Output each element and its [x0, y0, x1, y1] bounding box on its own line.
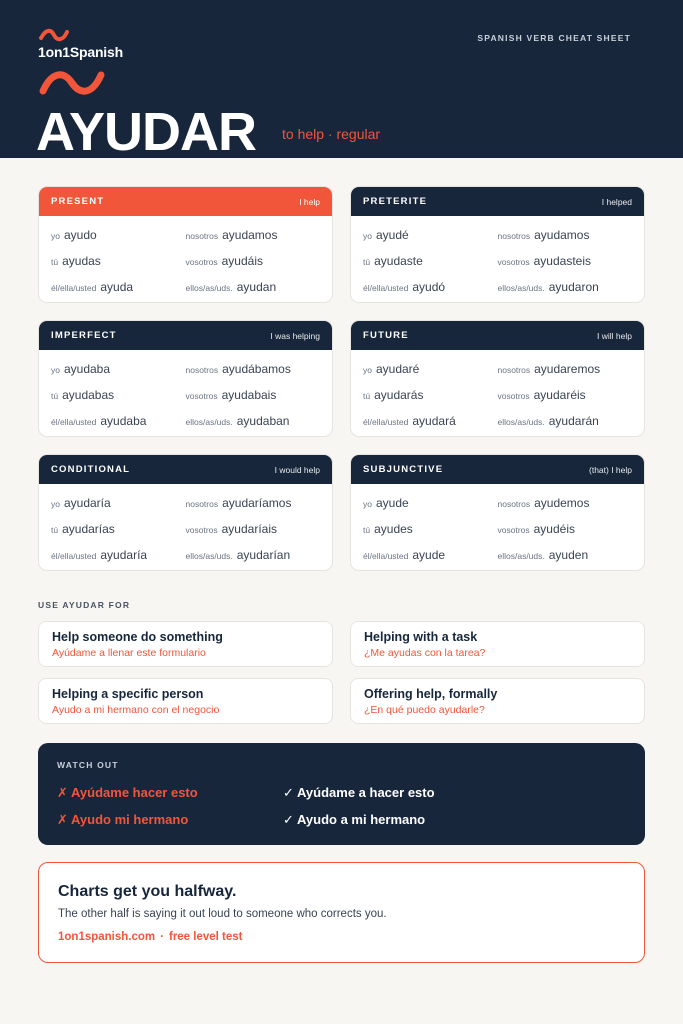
- conjugation-row: [39, 408, 332, 434]
- conjugation-row: [351, 408, 644, 434]
- use-title: Helping with a task: [364, 630, 478, 644]
- pronoun: vosotros: [185, 391, 218, 401]
- verb-form: ayudábamos: [222, 362, 291, 376]
- verb-title: AYUDAR: [36, 102, 257, 162]
- pronoun: ellos/as/uds.: [497, 283, 545, 293]
- tense-card-present: [38, 186, 333, 303]
- cta-level-test-link[interactable]: free level test: [168, 931, 243, 943]
- cta-title: Charts get you halfway.: [58, 883, 237, 900]
- conjugation-row: [351, 542, 644, 568]
- conjugation-cell: [363, 548, 498, 562]
- conjugation-cell: [363, 362, 498, 376]
- verb-form: ayudan: [236, 280, 277, 294]
- use-card: [350, 621, 645, 667]
- conjugation-cell: [363, 388, 498, 402]
- conjugation-cell: [498, 254, 633, 268]
- conjugation-cell: [51, 548, 186, 562]
- conjugation-cell: [186, 254, 321, 268]
- pronoun: vosotros: [185, 525, 218, 535]
- pronoun: nosotros: [497, 365, 531, 375]
- conjugation-row: [351, 516, 644, 542]
- pronoun: tú: [363, 525, 371, 535]
- use-card: [38, 678, 333, 724]
- pronoun: ellos/as/uds.: [185, 417, 233, 427]
- conjugation-cell: [51, 496, 186, 510]
- tense-card-header: [351, 455, 644, 484]
- title-wave-icon: [38, 68, 106, 98]
- conjugation-cell: [186, 414, 321, 428]
- verb-form: ayudéis: [533, 522, 575, 536]
- correct-example: ✓ Ayudo a mi hermano: [283, 812, 426, 827]
- pronoun: vosotros: [497, 391, 530, 401]
- pronoun: nosotros: [185, 365, 219, 375]
- verb-form: ayudará: [412, 414, 456, 428]
- pronoun: vosotros: [497, 525, 530, 535]
- conjugation-cell: [498, 388, 633, 402]
- verb-form: ayudamos: [534, 228, 590, 242]
- pronoun: ellos/as/uds.: [497, 551, 545, 561]
- tense-card-future: [350, 320, 645, 437]
- verb-form: ayuda: [100, 280, 134, 294]
- verb-form: ayudaban: [236, 414, 290, 428]
- conjugation-cell: [51, 228, 186, 242]
- conjugation-row: [39, 542, 332, 568]
- verb-form: ayudarían: [236, 548, 291, 562]
- cta-separator: ·: [160, 931, 164, 943]
- verb-form: ayudaba: [100, 414, 147, 428]
- watch-out-label: WATCH OUT: [57, 760, 119, 770]
- conjugation-cell: [51, 522, 186, 536]
- verb-form: ayudes: [374, 522, 413, 536]
- conjugation-cell: [51, 362, 186, 376]
- pronoun: él/ella/usted: [363, 417, 409, 427]
- pronoun: yo: [363, 365, 372, 375]
- verb-form: ayudasteis: [533, 254, 591, 268]
- conjugation-cell: [363, 280, 498, 294]
- pronoun: tú: [51, 391, 59, 401]
- pronoun: yo: [51, 231, 60, 241]
- verb-form: ayudaríais: [221, 522, 277, 536]
- conjugation-row: [351, 222, 644, 248]
- tense-name: SUBJUNCTIVE: [363, 464, 444, 475]
- verb-form: ayudemos: [534, 496, 590, 510]
- conjugation-row: [351, 356, 644, 382]
- wrong-example: ✗ Ayúdame hacer esto: [57, 785, 198, 800]
- pronoun: él/ella/usted: [51, 417, 97, 427]
- conjugation-cell: [186, 388, 321, 402]
- conjugation-row: [39, 274, 332, 300]
- use-title: Offering help, formally: [364, 687, 498, 701]
- verb-form: ayudaríamos: [222, 496, 292, 510]
- tense-card-header: [351, 187, 644, 216]
- verb-form: ayudé: [375, 228, 409, 242]
- conjugation-cell: [363, 228, 498, 242]
- tense-name: FUTURE: [363, 330, 409, 341]
- pronoun: yo: [363, 231, 372, 241]
- use-example: Ayúdame a llenar este formulario: [52, 647, 206, 659]
- conjugation-cell: [51, 388, 186, 402]
- verb-form: ayudaba: [63, 362, 111, 376]
- cta-body: The other half is saying it out loud to someone who corrects you.: [58, 908, 387, 920]
- conjugation-cell: [363, 254, 498, 268]
- pronoun: él/ella/usted: [363, 283, 409, 293]
- pronoun: nosotros: [185, 499, 219, 509]
- conjugation-row: [351, 248, 644, 274]
- conjugation-row: [351, 490, 644, 516]
- verb-form: ayudáis: [221, 254, 263, 268]
- pronoun: él/ella/usted: [51, 283, 97, 293]
- verb-form: ayudaréis: [533, 388, 586, 402]
- verb-form: ayuden: [548, 548, 589, 562]
- cta-link[interactable]: [58, 931, 243, 943]
- conjugation-cell: [498, 228, 633, 242]
- verb-form: ayudaré: [375, 362, 420, 376]
- tense-gloss: (that) I help: [589, 464, 632, 475]
- use-title: Helping a specific person: [52, 687, 204, 701]
- header: [0, 0, 683, 162]
- conjugation-cell: [498, 414, 633, 428]
- cta-site-link[interactable]: 1on1spanish.com: [58, 931, 156, 943]
- verb-form: ayudaremos: [534, 362, 601, 376]
- tense-card-preterite: [350, 186, 645, 303]
- tense-card-header: [39, 187, 332, 216]
- verb-form: ayudarán: [548, 414, 599, 428]
- pronoun: ellos/as/uds.: [185, 283, 233, 293]
- use-example: ¿En qué puedo ayudarle?: [364, 704, 485, 716]
- tense-gloss: I was helping: [270, 330, 320, 341]
- verb-form: ayudabas: [62, 388, 115, 402]
- correct-example: ✓ Ayúdame a hacer esto: [283, 785, 435, 800]
- pronoun: vosotros: [497, 257, 530, 267]
- conjugation-cell: [498, 496, 633, 510]
- pronoun: yo: [51, 365, 60, 375]
- pronoun: nosotros: [497, 499, 531, 509]
- pronoun: tú: [51, 257, 59, 267]
- verb-form: ayudarás: [374, 388, 424, 402]
- pronoun: él/ella/usted: [363, 551, 409, 561]
- tense-name: PRETERITE: [363, 196, 428, 207]
- wrong-example: ✗ Ayudo mi hermano: [57, 812, 189, 827]
- watch-out-panel: [38, 743, 645, 845]
- pronoun: tú: [363, 391, 371, 401]
- conjugation-row: [39, 516, 332, 542]
- verb-form: ayudarías: [62, 522, 115, 536]
- use-example: ¿Me ayudas con la tarea?: [364, 647, 486, 659]
- use-card: [38, 621, 333, 667]
- tense-card-header: [351, 321, 644, 350]
- conjugation-row: [351, 382, 644, 408]
- verb-form: ayudamos: [222, 228, 278, 242]
- use-card: [350, 678, 645, 724]
- cta-box: [38, 862, 645, 963]
- conjugation-cell: [51, 254, 186, 268]
- verb-form: ayudabais: [221, 388, 277, 402]
- conjugation-cell: [498, 522, 633, 536]
- conjugation-cell: [186, 228, 321, 242]
- tense-card-header: [39, 321, 332, 350]
- conjugation-cell: [186, 522, 321, 536]
- conjugation-row: [39, 382, 332, 408]
- conjugation-cell: [363, 496, 498, 510]
- pronoun: ellos/as/uds.: [185, 551, 233, 561]
- pronoun: vosotros: [185, 257, 218, 267]
- verb-form: ayudó: [412, 280, 446, 294]
- tense-gloss: I helped: [601, 196, 632, 207]
- conjugation-cell: [186, 496, 321, 510]
- verb-form: ayudaste: [374, 254, 423, 268]
- conjugation-cell: [498, 280, 633, 294]
- conjugation-cell: [186, 548, 321, 562]
- conjugation-cell: [186, 280, 321, 294]
- conjugation-cell: [51, 414, 186, 428]
- conjugation-row: [39, 356, 332, 382]
- brand-logo: 1on1Spanish: [38, 44, 123, 60]
- conjugation-cell: [363, 522, 498, 536]
- conjugation-cell: [186, 362, 321, 376]
- verb-subtitle: to help · regular: [282, 126, 381, 142]
- conjugation-cell: [498, 362, 633, 376]
- pronoun: ellos/as/uds.: [497, 417, 545, 427]
- conjugation-cell: [363, 414, 498, 428]
- tense-card-header: [39, 455, 332, 484]
- tense-gloss: I will help: [597, 330, 632, 341]
- conjugation-row: [39, 222, 332, 248]
- tense-name: CONDITIONAL: [51, 464, 131, 475]
- conjugation-row: [39, 248, 332, 274]
- pronoun: tú: [51, 525, 59, 535]
- tense-name: IMPERFECT: [51, 330, 117, 341]
- use-title: Help someone do something: [52, 630, 223, 644]
- pronoun: nosotros: [185, 231, 219, 241]
- conjugation-row: [351, 274, 644, 300]
- pronoun: él/ella/usted: [51, 551, 97, 561]
- conjugation-cell: [51, 280, 186, 294]
- use-example: Ayudo a mi hermano con el negocio: [52, 704, 220, 716]
- tense-card-subjunctive: [350, 454, 645, 571]
- pronoun: tú: [363, 257, 371, 267]
- uses-section-label: USE AYUDAR FOR: [38, 600, 131, 610]
- pronoun: nosotros: [497, 231, 531, 241]
- verb-form: ayudo: [63, 228, 97, 242]
- verb-form: ayude: [375, 496, 409, 510]
- sheet-label: SPANISH VERB CHEAT SHEET: [477, 33, 631, 43]
- conjugation-row: [39, 490, 332, 516]
- logo-wave-icon: [38, 28, 70, 42]
- tense-card-imperfect: [38, 320, 333, 437]
- verb-form: ayudaría: [100, 548, 148, 562]
- tense-card-conditional: [38, 454, 333, 571]
- tense-gloss: I would help: [274, 464, 320, 475]
- verb-form: ayudas: [62, 254, 101, 268]
- conjugation-cell: [498, 548, 633, 562]
- pronoun: yo: [363, 499, 372, 509]
- tense-gloss: I help: [299, 196, 320, 207]
- tense-name: PRESENT: [51, 196, 105, 207]
- verb-form: ayudaron: [548, 280, 599, 294]
- verb-form: ayudaría: [63, 496, 111, 510]
- verb-form: ayude: [412, 548, 446, 562]
- pronoun: yo: [51, 499, 60, 509]
